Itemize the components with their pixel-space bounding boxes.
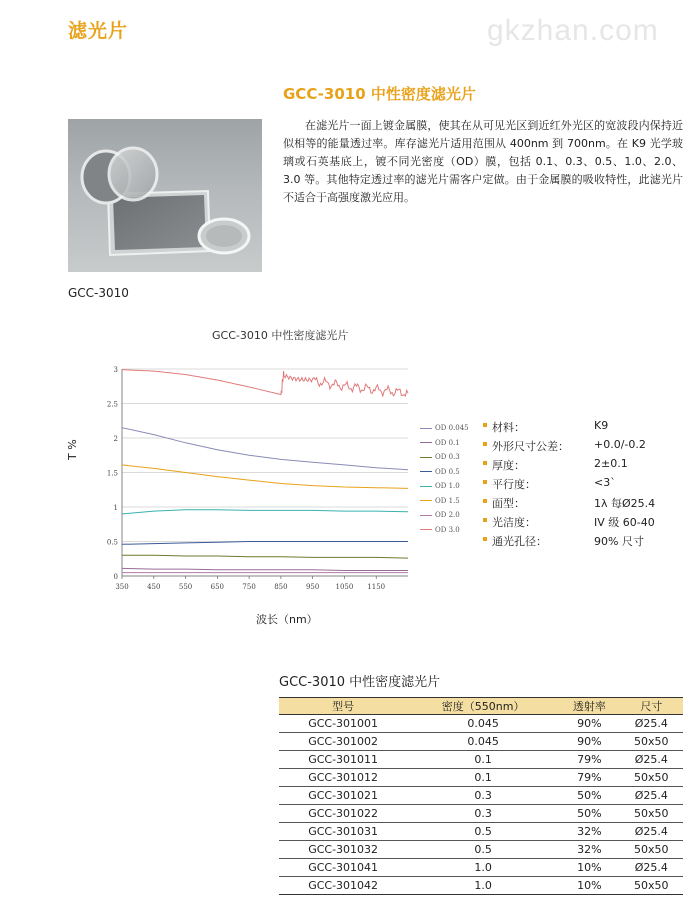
cell-transmittance: 90% [559, 733, 620, 751]
cell-size: Ø25.4 [620, 715, 683, 733]
cell-size: 50x50 [620, 877, 683, 895]
y-tick-label: 2 [113, 435, 118, 443]
site-watermark: gkzhan.com [487, 14, 659, 47]
cell-size: Ø25.4 [620, 787, 683, 805]
legend-item [420, 450, 490, 465]
cell-transmittance: 50% [559, 787, 620, 805]
table-row [279, 715, 683, 733]
photo-caption: GCC-3010 [68, 286, 129, 300]
legend-swatch [420, 515, 432, 516]
cell-density: 0.3 [407, 787, 559, 805]
header-size: 尺寸 [620, 698, 683, 715]
spec-value: 2±0.1 [594, 457, 628, 470]
x-tick-label: 950 [305, 583, 320, 591]
cell-model: GCC-301002 [279, 733, 407, 751]
table-row [279, 805, 683, 823]
series-line [122, 428, 408, 470]
legend-item [420, 421, 490, 436]
cell-density: 0.5 [407, 841, 559, 859]
spec-row [483, 456, 683, 475]
spec-name: 外形尺寸公差： [492, 440, 569, 453]
cell-density: 0.1 [407, 751, 559, 769]
y-tick-label: 3 [113, 366, 118, 374]
chart-legend [420, 421, 490, 537]
spec-row [483, 494, 683, 513]
cell-model: GCC-301012 [279, 769, 407, 787]
page-heading: 滤光片 [68, 20, 129, 42]
cell-transmittance: 10% [559, 859, 620, 877]
cell-model: GCC-301031 [279, 823, 407, 841]
cell-density: 0.045 [407, 715, 559, 733]
table-title: GCC-3010 中性密度滤光片 [279, 675, 441, 690]
spec-name: 光洁度： [492, 516, 536, 529]
y-tick-label: 0.5 [106, 538, 118, 547]
cell-transmittance: 90% [559, 715, 620, 733]
spec-name: 厚度： [492, 459, 525, 472]
cell-density: 0.1 [407, 769, 559, 787]
spec-row [483, 437, 683, 456]
series-line [122, 555, 408, 558]
cell-model: GCC-301022 [279, 805, 407, 823]
bullet-icon [483, 423, 487, 427]
header-transmittance: 透射率 [559, 698, 620, 715]
spec-value: <3` [594, 476, 616, 489]
legend-label: OD 0.5 [435, 467, 460, 476]
legend-swatch [420, 486, 432, 487]
cell-size: Ø25.4 [620, 751, 683, 769]
spec-name: 平行度： [492, 478, 536, 491]
spec-list [483, 418, 683, 551]
x-tick-label: 650 [210, 583, 225, 591]
legend-label: OD 0.045 [435, 424, 469, 433]
legend-swatch [420, 500, 432, 501]
y-axis-label: T % [66, 439, 79, 460]
spec-value: +0.0/-0.2 [594, 438, 646, 451]
table-row [279, 841, 683, 859]
cell-model: GCC-301001 [279, 715, 407, 733]
legend-label: OD 0.1 [435, 438, 460, 447]
cell-transmittance: 79% [559, 769, 620, 787]
legend-item [420, 508, 490, 523]
x-tick-label: 550 [178, 583, 193, 591]
spec-name: 面型： [492, 497, 525, 510]
y-tick-label: 2.5 [106, 400, 118, 409]
series-line [122, 370, 408, 396]
product-title: GCC-3010 中性密度滤光片 [283, 85, 476, 103]
legend-item [420, 436, 490, 451]
spec-row [483, 475, 683, 494]
spec-value: 90% 尺寸 [594, 535, 644, 548]
y-tick-label: 1 [113, 504, 118, 512]
cell-size: Ø25.4 [620, 859, 683, 877]
legend-swatch [420, 457, 432, 458]
legend-label: OD 0.3 [435, 453, 460, 462]
bullet-icon [483, 518, 487, 522]
spec-name: 材料： [492, 421, 525, 434]
cell-model: GCC-301032 [279, 841, 407, 859]
product-description: 在滤光片一面上镀金属膜，使其在从可见光区到近红外光区的宽波段内保持近似相等的能量透过率。库存滤光片适用范围从 400nm 到 700nm。在 K9 光学玻璃或石英基底上，镀不同光密度（OD）膜，包括 0.1、0.3、0.5、1.0、2.0、3.0 等。其他特定透过率的滤光片需客户定做。由于金属膜的吸收特性，此滤光片不适合于高强度激光应用。 [283, 119, 683, 204]
spec-value: IV 级 60-40 [594, 516, 655, 529]
legend-label: OD 3.0 [435, 525, 460, 534]
bullet-icon [483, 442, 487, 446]
table-header-row [279, 698, 683, 715]
header-model: 型号 [279, 698, 407, 715]
transmission-chart [100, 355, 420, 595]
x-tick-label: 450 [147, 583, 161, 591]
x-tick-label: 750 [242, 583, 256, 591]
filter-photo-illustration [68, 119, 262, 272]
table-body [279, 715, 683, 895]
table-row [279, 733, 683, 751]
cell-density: 1.0 [407, 877, 559, 895]
legend-label: OD 2.0 [435, 511, 460, 520]
table-row [279, 859, 683, 877]
cell-size: 50x50 [620, 769, 683, 787]
y-tick-label: 0 [113, 573, 118, 581]
series-line [122, 568, 408, 570]
y-tick-label: 1.5 [106, 469, 118, 478]
header-density: 密度（550nm） [407, 698, 559, 715]
x-axis-label: 波长（nm） [256, 613, 318, 626]
cell-model: GCC-301042 [279, 877, 407, 895]
cell-size: 50x50 [620, 733, 683, 751]
cell-model: GCC-301041 [279, 859, 407, 877]
legend-item [420, 465, 490, 480]
legend-swatch [420, 529, 432, 530]
cell-size: 50x50 [620, 841, 683, 859]
table-row [279, 877, 683, 895]
table-row [279, 769, 683, 787]
legend-label: OD 1.5 [435, 496, 460, 505]
cell-transmittance: 10% [559, 877, 620, 895]
cell-transmittance: 32% [559, 823, 620, 841]
cell-transmittance: 32% [559, 841, 620, 859]
legend-item [420, 523, 490, 538]
cell-transmittance: 50% [559, 805, 620, 823]
table-row [279, 787, 683, 805]
spec-row [483, 532, 683, 551]
series-line [122, 510, 408, 514]
spec-name: 通光孔径： [492, 535, 547, 548]
x-tick-label: 350 [115, 583, 129, 591]
x-tick-label: 1150 [367, 583, 386, 591]
bullet-icon [483, 480, 487, 484]
legend-swatch [420, 428, 432, 429]
x-tick-label: 1050 [335, 583, 354, 591]
spec-row [483, 418, 683, 437]
table-row [279, 823, 683, 841]
cell-model: GCC-301021 [279, 787, 407, 805]
cell-model: GCC-301011 [279, 751, 407, 769]
bullet-icon [483, 461, 487, 465]
series-line [122, 465, 408, 489]
legend-label: OD 1.0 [435, 482, 460, 491]
x-tick-label: 850 [274, 583, 288, 591]
product-table [279, 697, 683, 895]
spec-value: 1λ 每Ø25.4 [594, 497, 656, 510]
product-photo [68, 119, 262, 272]
cell-density: 0.3 [407, 805, 559, 823]
cell-transmittance: 79% [559, 751, 620, 769]
spec-row [483, 513, 683, 532]
cell-density: 0.045 [407, 733, 559, 751]
cell-size: Ø25.4 [620, 823, 683, 841]
chart-title: GCC-3010 中性密度滤光片 [212, 329, 349, 342]
cell-density: 0.5 [407, 823, 559, 841]
bullet-icon [483, 499, 487, 503]
legend-item [420, 479, 490, 494]
legend-item [420, 494, 490, 509]
series-line [122, 542, 408, 545]
cell-density: 1.0 [407, 859, 559, 877]
legend-swatch [420, 442, 432, 443]
bullet-icon [483, 537, 487, 541]
legend-swatch [420, 471, 432, 472]
cell-size: 50x50 [620, 805, 683, 823]
table-row [279, 751, 683, 769]
spec-value: K9 [594, 419, 609, 432]
